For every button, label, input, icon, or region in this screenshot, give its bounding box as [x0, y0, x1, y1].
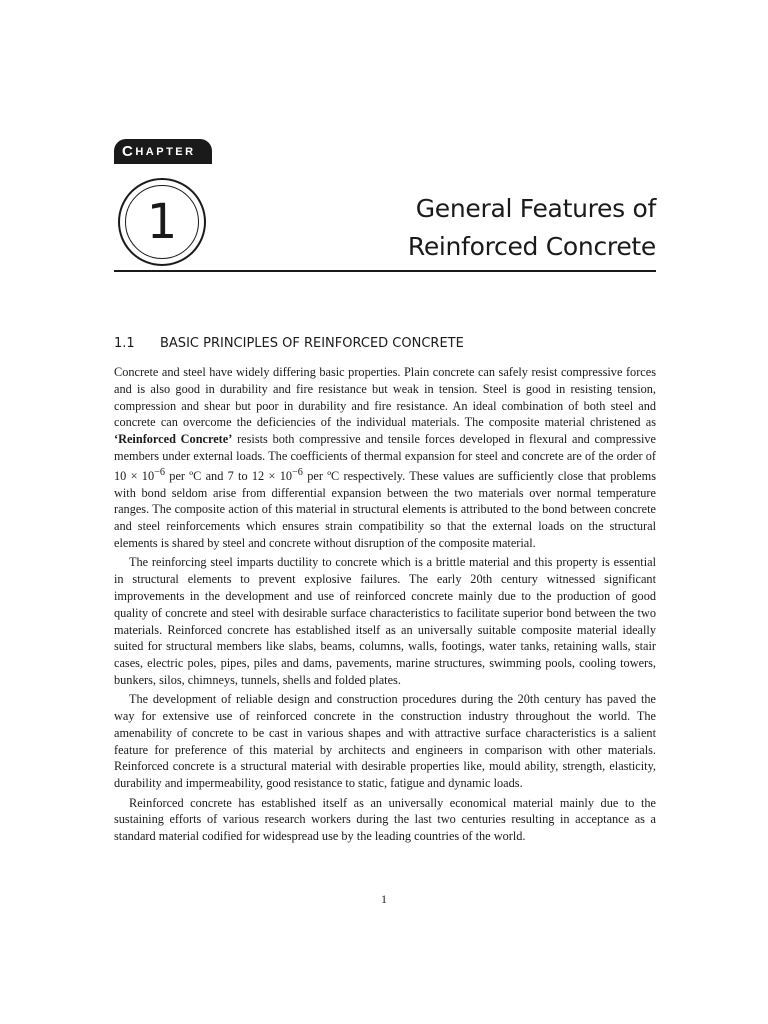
paragraph-4: Reinforced concrete has established itself as an universally economical material mainly due to the sustaining efforts of various research workers during the last two centuries resulting in acceptance as a standard material codified for widespread use by the leading countries of the world. [114, 795, 656, 844]
section-title: BASIC PRINCIPLES OF REINFORCED CONCRETE [160, 336, 464, 351]
section-number: 1.1 [114, 336, 135, 351]
chapter-title-line-1: General Features of [415, 194, 656, 223]
chapter-label-initial: C [122, 143, 136, 160]
paragraph-1-part-d: per ºC respectively. These values are sufficiently close that problems with bond seldom arise from differential expansion between the two materials over normal temperature ranges. The composite action of this material in structural elements is attributed to the bond between concrete and steel reinforcements which ensures strain compatibility so that the external loads on the structural elements is shared by steel and concrete without disruption of the composite material. [114, 468, 656, 551]
chapter-label-rest: HAPTER [135, 145, 196, 158]
paragraph-1-bold-term: ‘Reinforced Concrete’ [114, 432, 233, 447]
chapter-label [114, 139, 212, 164]
page-number: 1 [381, 892, 387, 906]
paragraph-1-part-c: per ºC and 7 to 12 × 10 [165, 468, 293, 483]
body-text [114, 364, 656, 847]
paragraph-3: The development of reliable design and construction procedures during the 20th century has paved the way for extensive use of reinforced concrete in the construction industry throughout the world. The amenability of concrete to be cast in various shapes and with attractive surface characteristics is a salient feature for preference of this material by architects and engineers in comparison with other materials. Reinforced concrete is a structural material with desirable properties like, mould ability, strength, elasticity, durability and impermeability, good resistance to static, fatigue and dynamic loads. [114, 692, 656, 791]
paragraph-1-exponent-2: −6 [292, 466, 303, 478]
chapter-title [408, 190, 656, 266]
section-heading [114, 336, 464, 351]
chapter-number: 1 [125, 185, 199, 259]
paragraph-1 [114, 364, 656, 552]
paragraph-2: The reinforcing steel imparts ductility to concrete which is a brittle material and this property is essential in structural elements to prevent explosive failures. The early 20th century witnessed significant improvements in the development and use of reinforced concrete mainly due to the production of good quality of concrete and steel with desirable surface characteristics to facilitate superior bond between the two materials. Reinforced concrete has established itself as an universally suitable composite material ideally suited for structural members like slabs, beams, columns, walls, footings, water tanks, retaining walls, stair cases, electric poles, pipes, piles and dams, pavements, marine structures, swimming pools, cooling towers, bunkers, silos, chimneys, tunnels, shells and folded plates. [114, 555, 656, 687]
paragraph-1-exponent-1: −6 [154, 466, 166, 478]
paragraph-1-part-b: resists both compressive and tensile forces developed in flexural and compressive members under external loads. The coefficients of thermal expansion for steel and concrete are of the order of 10 × 10 [114, 432, 656, 483]
title-divider [114, 270, 656, 272]
chapter-number-badge [118, 178, 206, 266]
paragraph-1-part-a: Concrete and steel have widely differing basic properties. Plain concrete can safely resist compressive forces and is also good in durability and fire resistance but weak in tension. Steel is good in resisting tension, compression and shear but poor in durability and fire resistance. An ideal combination of both steel and concrete can overcome the deficiencies of the individual materials. The composite material christened as [114, 365, 656, 430]
chapter-title-line-2: Reinforced Concrete [407, 232, 656, 261]
